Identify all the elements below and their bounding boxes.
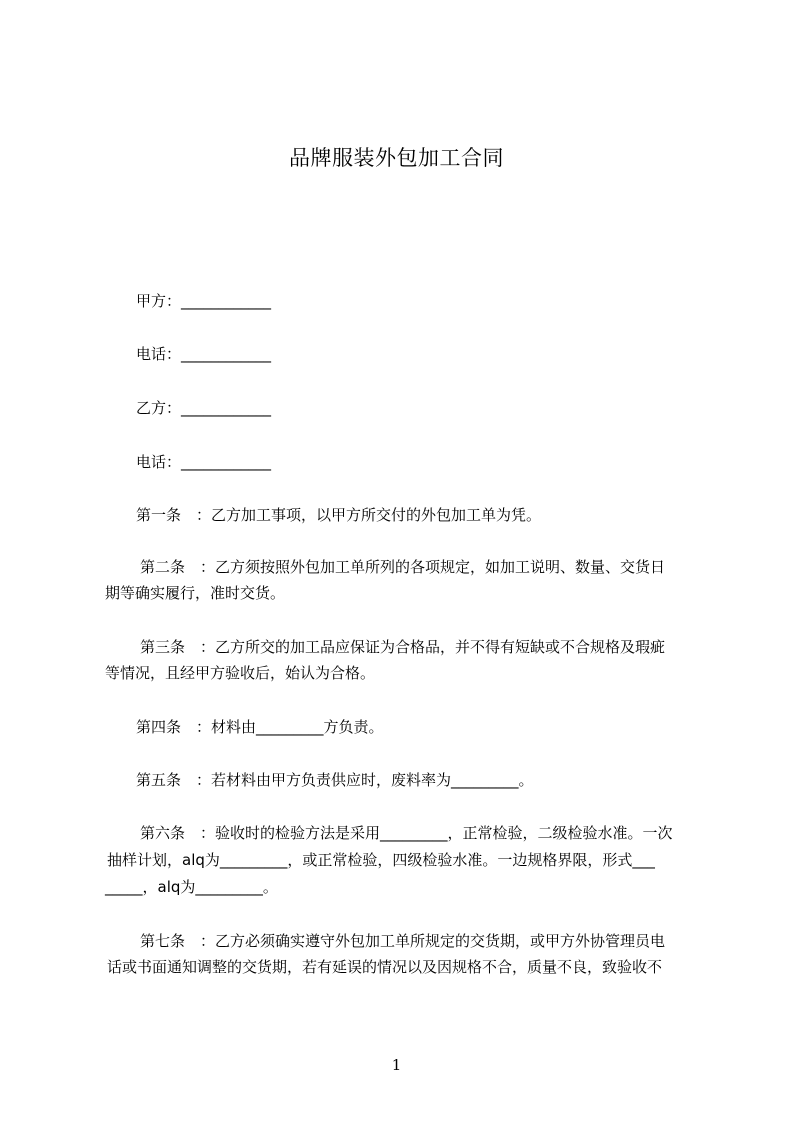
page-number: 1 xyxy=(391,1056,402,1074)
article-3-line-2: 等情况，且经甲方验收后，始认为合格。 xyxy=(105,664,376,682)
party-b-phone-line: 电话：____________ xyxy=(136,453,272,471)
article-7-line-2: 话或书面通知调整的交货期，若有延误的情况以及因规格不合，质量不良，致验收不 xyxy=(107,958,663,976)
party-b-line: 乙方：____________ xyxy=(136,399,272,417)
article-1-line-1: 第一条 ：乙方加工事项，以甲方所交付的外包加工单为凭。 xyxy=(136,506,542,524)
article-7-line-1: 第七条 ：乙方必须确实遵守外包加工单所规定的交货期，或甲方外协管理员电 xyxy=(140,932,666,950)
party-a-line: 甲方：____________ xyxy=(136,292,272,310)
article-6-line-3: _____，alq为_________。 xyxy=(105,878,278,896)
article-4-line-1: 第四条 ：材料由_________方负责。 xyxy=(136,718,384,736)
article-2-line-1: 第二条 ：乙方须按照外包加工单所列的各项规定，如加工说明、数量、交货日 xyxy=(140,558,666,576)
page-title: 品牌服装外包加工合同 xyxy=(289,146,504,170)
article-3-line-1: 第三条 ：乙方所交的加工品应保证为合格品，并不得有短缺或不合规格及瑕疵 xyxy=(140,638,666,656)
article-6-line-1: 第六条 ：验收时的检验方法是采用_________，正常检验，二级检验水准。一次 xyxy=(140,824,673,842)
party-a-phone-line: 电话：____________ xyxy=(136,345,272,363)
article-5-line-1: 第五条 ：若材料由甲方负责供应时，废料率为_________。 xyxy=(136,771,534,789)
article-2-line-2: 期等确实履行，准时交货。 xyxy=(105,584,286,602)
article-6-line-2: 抽样计划，alq为_________，或正常检验，四级检验水准。一边规格界限，形式___ xyxy=(107,851,655,869)
